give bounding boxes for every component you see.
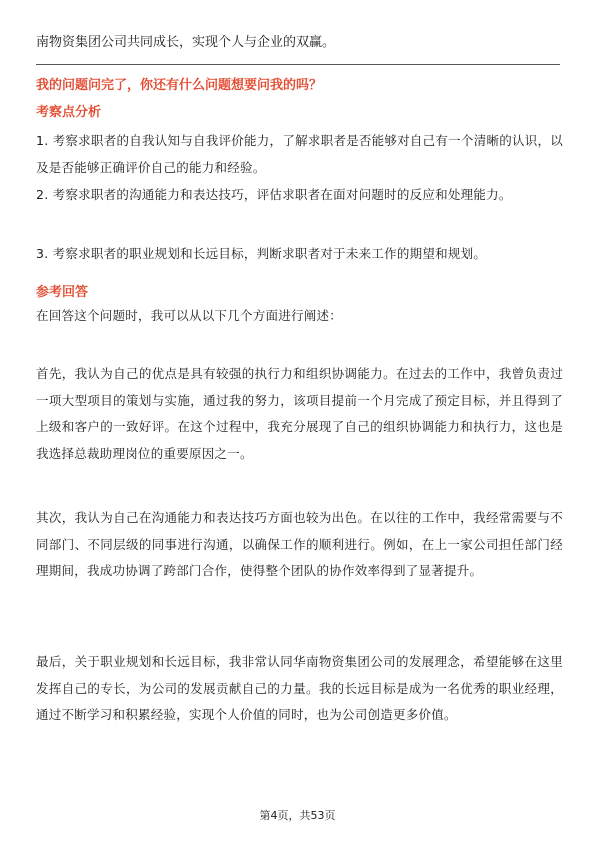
intro-continuation-text: 南物资集团公司共同成长，实现个人与企业的双赢。 [36, 35, 336, 50]
section-divider [36, 64, 560, 65]
reference-opening: 在回答这个问题时，我可以从以下几个方面进行阐述： [36, 308, 343, 323]
analysis-point-1: 1. 考察求职者的自我认知与自我评价能力，了解求职者是否能够对自己有一个清晰的认识，以及是否能够正确评价自己的能力和经验。 [36, 133, 563, 175]
analysis-point-3: 3. 考察求职者的职业规划和长远目标，判断求职者对于未来工作的期望和规划。 [36, 246, 487, 261]
answer-paragraph-second: 其次，我认为自己在沟通能力和表达技巧方面也较为出色。在以往的工作中，我经常需要与不同部门、不同层级的同事进行沟通，以确保工作的顺利进行。例如，在上一家公司担任部门经理期间，我成功协调了跨部门合作，使得整个团队的协作效率得到了显著提升。 [36, 510, 563, 578]
reference-answer-heading: 参考回答 [36, 285, 89, 300]
page-number: 第4页，共53页 [259, 809, 336, 822]
analysis-point-2: 2. 考察求职者的沟通能力和表达技巧，评估求职者在面对问题时的反应和处理能力。 [36, 187, 512, 202]
answer-paragraph-last: 最后，关于职业规划和长远目标，我非常认同华南物资集团公司的发展理念，希望能够在这里发挥自己的专长，为公司的发展贡献自己的力量。我的长远目标是成为一名优秀的职业经理，通过不断学习和积累经验，实现个人价值的同时，也为公司创造更多价值。 [36, 654, 563, 722]
answer-paragraph-first: 首先，我认为自己的优点是具有较强的执行力和组织协调能力。在过去的工作中，我曾负责过一项大型项目的策划与实施，通过我的努力，该项目提前一个月完成了预定目标，并且得到了上级和客户的一致好评。在这个过程中，我充分展现了自己的组织协调能力和执行力，这也是我选择总裁助理岗位的重要原因之一。 [36, 366, 563, 461]
analysis-heading: 考察点分析 [36, 105, 102, 120]
interview-question: 我的问题问完了，你还有什么问题想要问我的吗？ [36, 78, 323, 93]
